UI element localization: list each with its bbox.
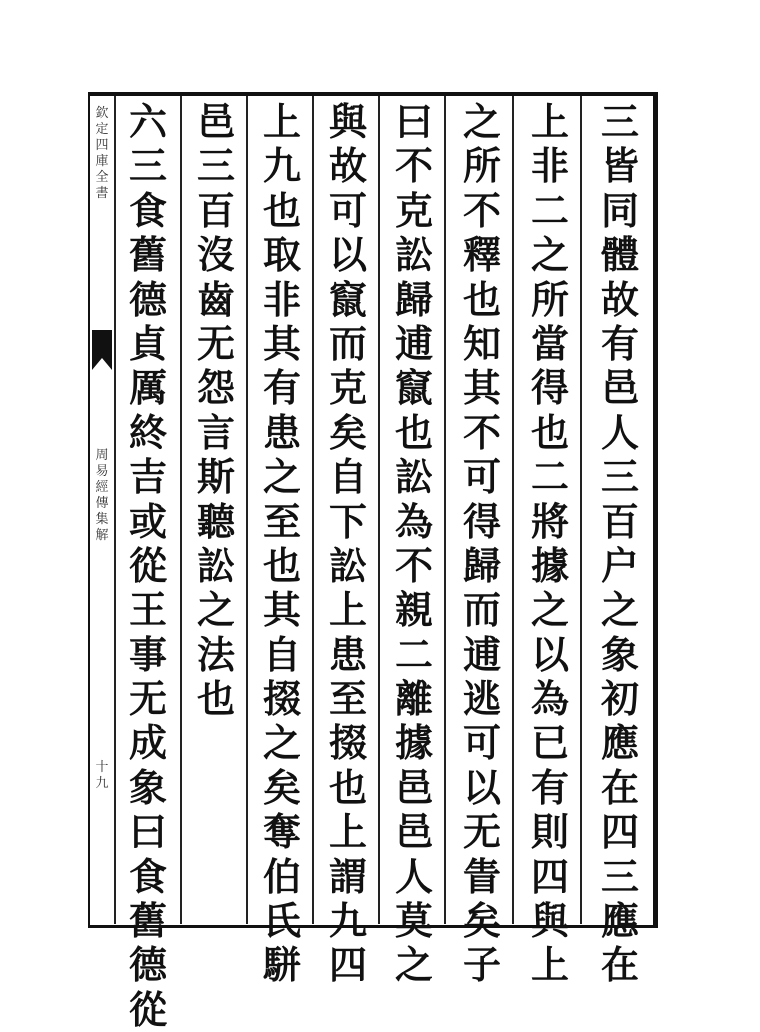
margin-page-number (92, 760, 112, 792)
glyph: 全 (95, 170, 109, 185)
glyph: 言 (196, 409, 235, 455)
glyph: 曰 (128, 809, 167, 855)
glyph: 貞 (128, 320, 167, 366)
column-rule (378, 96, 380, 924)
glyph: 親 (394, 587, 433, 633)
glyph: 德 (128, 942, 167, 988)
text-column-8 (120, 99, 176, 1032)
glyph: 為 (394, 498, 433, 544)
glyph: 之 (262, 720, 301, 766)
glyph: 无 (462, 809, 501, 855)
glyph: 非 (530, 143, 569, 189)
text-column-7 (188, 100, 244, 900)
glyph: 上 (530, 99, 569, 144)
glyph: 至 (328, 676, 367, 722)
glyph: 故 (600, 276, 639, 322)
glyph: 初 (600, 676, 639, 722)
glyph: 駢 (262, 942, 301, 988)
glyph: 上 (328, 809, 367, 855)
glyph: 可 (462, 454, 501, 500)
glyph: 邑 (196, 99, 235, 144)
glyph: 訟 (394, 232, 433, 278)
glyph: 離 (394, 676, 433, 722)
glyph: 掇 (262, 676, 301, 722)
glyph: 得 (530, 365, 569, 411)
glyph: 訟 (328, 542, 367, 588)
glyph: 釋 (462, 232, 501, 278)
glyph: 之 (530, 587, 569, 633)
glyph: 法 (196, 631, 235, 677)
glyph: 食 (128, 853, 167, 899)
column-rule (246, 96, 248, 924)
glyph: 邑 (394, 764, 433, 810)
glyph: 取 (262, 232, 301, 278)
glyph: 為 (530, 676, 569, 722)
glyph: 集 (95, 512, 109, 527)
glyph: 矣 (328, 409, 367, 455)
glyph: 逃 (462, 676, 501, 722)
glyph: 從 (128, 986, 167, 1032)
glyph: 不 (394, 542, 433, 588)
glyph: 之 (462, 99, 501, 144)
glyph: 歸 (394, 276, 433, 322)
glyph: 四 (600, 809, 639, 855)
glyph: 非 (262, 276, 301, 322)
glyph: 奪 (262, 809, 301, 855)
glyph: 可 (462, 720, 501, 766)
glyph: 无 (128, 676, 167, 722)
glyph: 傳 (95, 496, 109, 511)
glyph: 以 (462, 764, 501, 810)
column-rule (580, 96, 582, 924)
glyph: 象 (128, 764, 167, 810)
glyph: 舊 (128, 898, 167, 944)
glyph: 易 (95, 464, 109, 479)
text-column-4 (386, 99, 442, 988)
glyph: 聽 (196, 498, 235, 544)
glyph: 克 (328, 365, 367, 411)
glyph: 厲 (128, 365, 167, 411)
glyph: 則 (530, 809, 569, 855)
glyph: 竄 (328, 276, 367, 322)
glyph: 舊 (128, 232, 167, 278)
glyph: 欽 (95, 106, 109, 121)
glyph: 子 (462, 942, 501, 988)
glyph: 三 (196, 143, 235, 189)
glyph: 二 (530, 454, 569, 500)
glyph: 邑 (600, 365, 639, 411)
glyph: 在 (600, 764, 639, 810)
glyph: 矣 (462, 898, 501, 944)
glyph: 皆 (600, 143, 639, 189)
glyph: 四 (530, 853, 569, 899)
glyph: 曰 (394, 99, 433, 144)
glyph: 三 (600, 853, 639, 899)
glyph: 患 (262, 409, 301, 455)
column-rule (180, 96, 182, 924)
glyph: 也 (262, 542, 301, 588)
glyph: 自 (328, 454, 367, 500)
glyph: 謂 (328, 853, 367, 899)
glyph: 四 (95, 138, 109, 153)
glyph: 无 (196, 320, 235, 366)
glyph: 體 (600, 232, 639, 278)
glyph: 同 (600, 187, 639, 233)
text-column-6 (254, 99, 310, 988)
glyph: 終 (128, 409, 167, 455)
text-column-5 (320, 99, 376, 988)
glyph: 六 (128, 99, 167, 144)
glyph: 矣 (262, 764, 301, 810)
glyph: 可 (328, 187, 367, 233)
glyph: 之 (394, 942, 433, 988)
glyph: 之 (600, 587, 639, 633)
glyph: 伯 (262, 853, 301, 899)
glyph: 患 (328, 631, 367, 677)
glyph: 上 (530, 942, 569, 988)
glyph: 自 (262, 631, 301, 677)
text-column-1 (592, 99, 648, 988)
column-rule (114, 96, 116, 924)
glyph: 據 (394, 720, 433, 766)
glyph: 所 (462, 143, 501, 189)
glyph: 眚 (462, 853, 501, 899)
glyph: 逋 (462, 631, 501, 677)
glyph: 九 (262, 143, 301, 189)
glyph: 以 (530, 631, 569, 677)
glyph: 將 (530, 498, 569, 544)
glyph: 象 (600, 631, 639, 677)
glyph: 十 (95, 760, 109, 775)
glyph: 食 (128, 187, 167, 233)
glyph: 訟 (394, 454, 433, 500)
glyph: 齒 (196, 276, 235, 322)
column-rule (444, 96, 446, 924)
glyph: 至 (262, 498, 301, 544)
glyph: 在 (600, 942, 639, 988)
glyph: 而 (328, 320, 367, 366)
margin-header-text (92, 106, 112, 202)
glyph: 有 (530, 764, 569, 810)
glyph: 從 (128, 542, 167, 588)
glyph: 而 (462, 587, 501, 633)
glyph: 莫 (394, 898, 433, 944)
glyph: 上 (328, 587, 367, 633)
glyph: 百 (600, 498, 639, 544)
glyph: 之 (530, 232, 569, 278)
glyph: 有 (262, 365, 301, 411)
glyph: 事 (128, 631, 167, 677)
glyph: 其 (262, 587, 301, 633)
glyph: 三 (600, 99, 639, 144)
glyph: 九 (95, 776, 109, 791)
glyph: 周 (95, 448, 109, 463)
glyph: 三 (128, 143, 167, 189)
glyph: 斯 (196, 454, 235, 500)
glyph: 之 (196, 587, 235, 633)
glyph: 掇 (328, 720, 367, 766)
glyph: 怨 (196, 365, 235, 411)
glyph: 不 (462, 187, 501, 233)
glyph: 所 (530, 276, 569, 322)
glyph: 也 (394, 409, 433, 455)
glyph: 當 (530, 320, 569, 366)
glyph: 也 (262, 187, 301, 233)
glyph: 其 (462, 365, 501, 411)
glyph: 九 (328, 898, 367, 944)
glyph: 吉 (128, 454, 167, 500)
glyph: 也 (462, 276, 501, 322)
glyph: 下 (328, 498, 367, 544)
glyph: 王 (128, 587, 167, 633)
glyph: 人 (600, 409, 639, 455)
glyph: 户 (600, 542, 639, 588)
glyph: 逋 (394, 320, 433, 366)
glyph: 訟 (196, 542, 235, 588)
margin-book-title (92, 448, 112, 544)
glyph: 克 (394, 187, 433, 233)
glyph: 也 (328, 764, 367, 810)
glyph: 其 (262, 320, 301, 366)
glyph: 書 (95, 186, 109, 201)
glyph: 邑 (394, 809, 433, 855)
glyph: 有 (600, 320, 639, 366)
glyph: 上 (262, 99, 301, 144)
glyph: 得 (462, 498, 501, 544)
glyph: 庫 (95, 154, 109, 169)
glyph: 也 (530, 409, 569, 455)
glyph: 也 (196, 676, 235, 722)
text-column-3 (454, 99, 510, 988)
glyph: 解 (95, 528, 109, 543)
glyph: 氏 (262, 898, 301, 944)
glyph: 成 (128, 720, 167, 766)
glyph: 經 (95, 480, 109, 495)
glyph: 不 (462, 409, 501, 455)
glyph: 應 (600, 898, 639, 944)
glyph: 應 (600, 720, 639, 766)
glyph: 德 (128, 276, 167, 322)
column-rule (312, 96, 314, 924)
glyph: 故 (328, 143, 367, 189)
glyph: 沒 (196, 232, 235, 278)
glyph: 已 (530, 720, 569, 766)
column-rule (512, 96, 514, 924)
glyph: 據 (530, 542, 569, 588)
glyph: 百 (196, 187, 235, 233)
glyph: 竄 (394, 365, 433, 411)
glyph: 之 (262, 454, 301, 500)
glyph: 不 (394, 143, 433, 189)
glyph: 與 (328, 99, 367, 144)
glyph: 歸 (462, 542, 501, 588)
glyph: 人 (394, 853, 433, 899)
text-column-2 (522, 99, 578, 988)
glyph: 知 (462, 320, 501, 366)
glyph: 以 (328, 232, 367, 278)
glyph: 定 (95, 122, 109, 137)
glyph: 四 (328, 942, 367, 988)
glyph: 與 (530, 898, 569, 944)
glyph: 二 (530, 187, 569, 233)
glyph: 二 (394, 631, 433, 677)
glyph: 三 (600, 454, 639, 500)
glyph: 或 (128, 498, 167, 544)
